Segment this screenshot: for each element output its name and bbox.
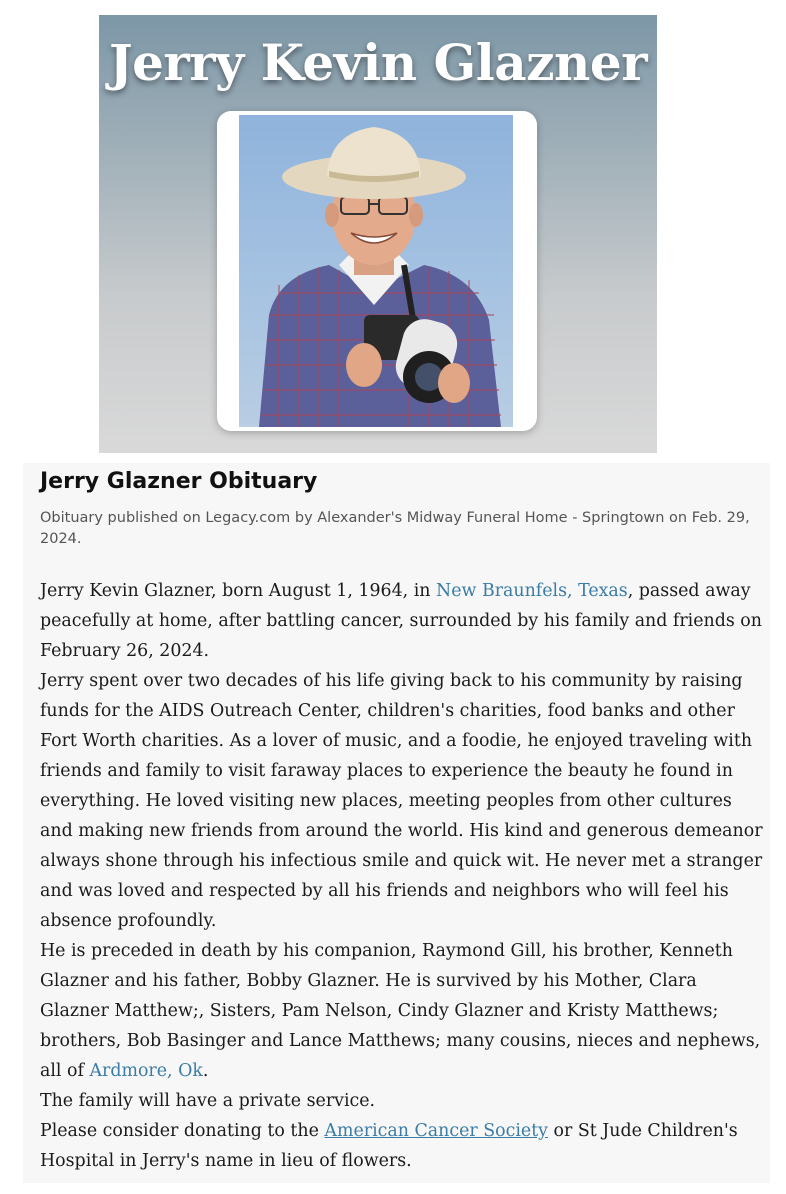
- hero-title: Jerry Kevin Glazner: [108, 33, 648, 92]
- paragraph-text: , passed away peacefully at home, after battling cancer, surrounded by his family and friends on February 26, 2024.: [40, 581, 762, 661]
- location-link-new-braunfels[interactable]: New Braunfels, Texas: [436, 581, 628, 601]
- obituary-title: Jerry Glazner Obituary: [40, 469, 318, 494]
- hero-banner: [99, 15, 657, 453]
- paragraph-community: Jerry spent over two decades of his life giving back to his community by raising funds for the AIDS Outreach Center, children's charities, food banks and other Fort Worth charities. As a lover of music, and a foodie, he enjoyed traveling with friends and family to visit faraway places to experience the beauty he found in everything. He loved visiting new places, meeting peoples from other cultures and making new friends from around the world. His kind and generous demeanor always shone through his infectious smile and quick wit. He never met a stranger and was loved and respected by all his friends and neighbors who will feel his absence profoundly.: [40, 671, 763, 931]
- paragraph-donation: [40, 1116, 765, 1176]
- paragraph-text: He is preceded in death by his companion, Raymond Gill, his brother, Kenneth Glazner and his father, Bobby Glazner. He is survived by his Mother, Clara Glazner Matthew;, Sisters, Pam Nelson, Cindy Glazner and Kristy Matthews; brothers, Bob Basinger and Lance Matthews; many cousins, nieces and nephews, all of: [40, 941, 761, 1081]
- obituary-card: [23, 463, 770, 1183]
- portrait-illustration: [239, 115, 513, 427]
- american-cancer-society-link[interactable]: American Cancer Society: [324, 1121, 549, 1141]
- paragraph-birth: [40, 576, 765, 666]
- paragraph-text: or St Jude Children's Hospital in Jerry's name in lieu of flowers.: [40, 1121, 738, 1171]
- paragraph-family: [40, 936, 765, 1086]
- portrait-photo[interactable]: [239, 115, 513, 427]
- paragraph-service: The family will have a private service.: [40, 1091, 376, 1111]
- location-link-ardmore[interactable]: Ardmore, Ok: [89, 1061, 203, 1081]
- obituary-body: [40, 576, 765, 1176]
- obituary-published-info: Obituary published on Legacy.com by Alexander's Midway Funeral Home - Springtown on Feb. 29, 2024.: [40, 510, 750, 547]
- paragraph-text: Please consider donating to the: [40, 1121, 325, 1141]
- paragraph-text: Jerry Kevin Glazner, born August 1, 1964, in: [40, 581, 437, 601]
- photo-frame: [217, 111, 537, 431]
- paragraph-text: .: [202, 1061, 209, 1081]
